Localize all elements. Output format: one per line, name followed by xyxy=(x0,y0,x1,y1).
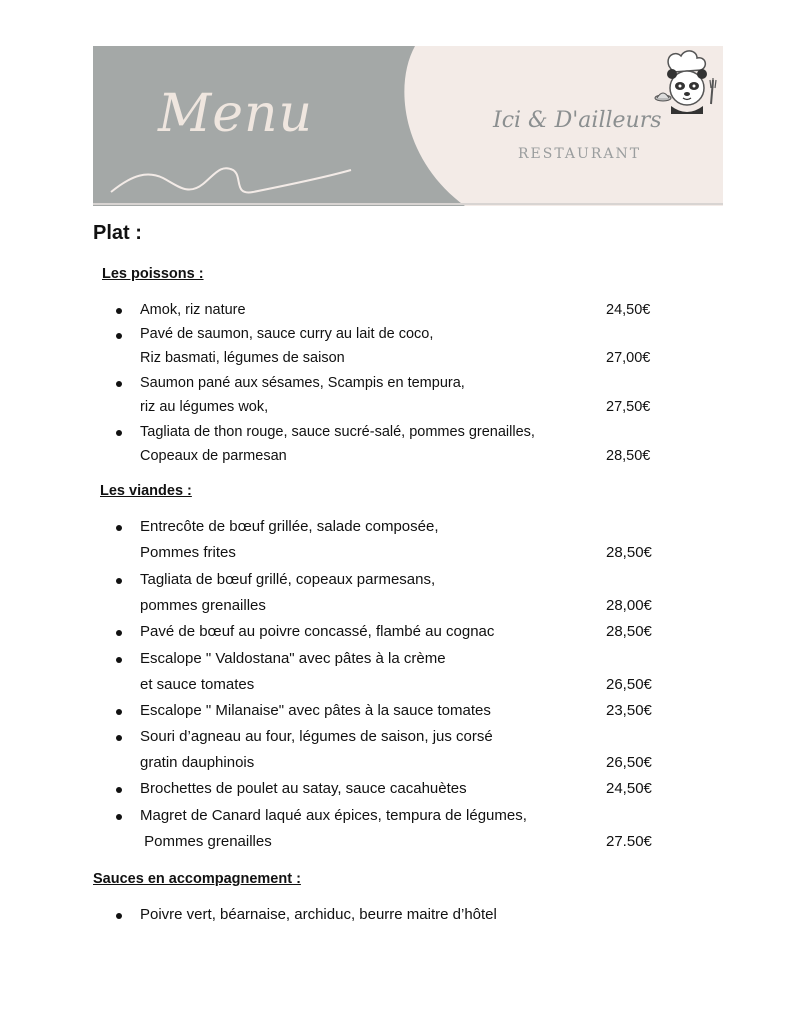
bullet-icon xyxy=(116,657,122,663)
item-line: Copeaux de parmesan xyxy=(140,448,287,464)
menu-banner xyxy=(93,46,723,206)
item-line: Entrecôte de bœuf grillée, salade composée, xyxy=(140,518,439,535)
item-line: Magret de Canard laqué aux épices, tempura de légumes, xyxy=(140,807,527,824)
restaurant-name: Ici & D'ailleurs xyxy=(493,108,662,133)
item-line: Saumon pané aux sésames, Scampis en tempura, xyxy=(140,375,465,391)
bullet-icon xyxy=(116,709,122,715)
item-line: Escalope " Milanaise" avec pâtes à la sauce tomates xyxy=(140,702,491,719)
item-line: Pommes grenailles xyxy=(140,833,272,850)
item-line: Riz basmati, légumes de saison xyxy=(140,350,345,366)
item-price: 28,50€ xyxy=(606,448,651,464)
item-price: 24,50€ xyxy=(606,780,652,797)
bullet-icon xyxy=(116,630,122,636)
item-line: et sauce tomates xyxy=(140,676,255,693)
item-line: Souri d’agneau au four, légumes de saison, jus corsé xyxy=(140,728,493,745)
restaurant-subtitle: RESTAURANT xyxy=(518,146,642,162)
bullet-icon xyxy=(116,333,122,339)
menu-title: Menu xyxy=(158,84,313,144)
section-title-viandes: Les viandes : xyxy=(100,483,192,499)
section-title-poissons: Les poissons : xyxy=(102,266,204,282)
item-line: pommes grenailles xyxy=(140,597,266,614)
bullet-icon xyxy=(116,578,122,584)
bullet-icon xyxy=(116,525,122,531)
item-line: gratin dauphinois xyxy=(140,754,255,771)
item-line: Pommes frites xyxy=(140,544,236,561)
item-line: Brochettes de poulet au satay, sauce cacahuètes xyxy=(140,780,467,797)
item-price: 26,50€ xyxy=(606,676,652,693)
item-line: Poivre vert, béarnaise, archiduc, beurre maitre d’hôtel xyxy=(140,906,497,923)
bullet-icon xyxy=(116,814,122,820)
bullet-icon xyxy=(116,308,122,314)
panda-chef-icon xyxy=(651,48,723,120)
bullet-icon xyxy=(116,787,122,793)
item-line: Tagliata de thon rouge, sauce sucré-salé, pommes grenailles, xyxy=(140,424,535,440)
item-price: 28,00€ xyxy=(606,597,652,614)
bullet-icon xyxy=(116,381,122,387)
item-price: 26,50€ xyxy=(606,754,652,771)
item-price: 28,50€ xyxy=(606,544,652,561)
bullet-icon xyxy=(116,913,122,919)
item-price: 28,50€ xyxy=(606,623,652,640)
page-title: Plat : xyxy=(93,222,142,244)
item-line: Tagliata de bœuf grillé, copeaux parmesans, xyxy=(140,571,436,588)
item-price: 24,50€ xyxy=(606,302,651,318)
item-price: 27,00€ xyxy=(606,350,651,366)
item-line: Escalope " Valdostana" avec pâtes à la crème xyxy=(140,650,446,667)
item-line: Amok, riz nature xyxy=(140,302,246,318)
item-price: 23,50€ xyxy=(606,702,652,719)
bullet-icon xyxy=(116,735,122,741)
bullet-icon xyxy=(116,430,122,436)
item-line: Pavé de saumon, sauce curry au lait de coco, xyxy=(140,326,434,342)
item-line: riz au légumes wok, xyxy=(140,399,269,415)
item-line: Pavé de bœuf au poivre concassé, flambé au cognac xyxy=(140,623,495,640)
section-title-sauces: Sauces en accompagnement : xyxy=(93,871,301,887)
item-price: 27.50€ xyxy=(606,833,652,850)
item-price: 27,50€ xyxy=(606,399,651,415)
